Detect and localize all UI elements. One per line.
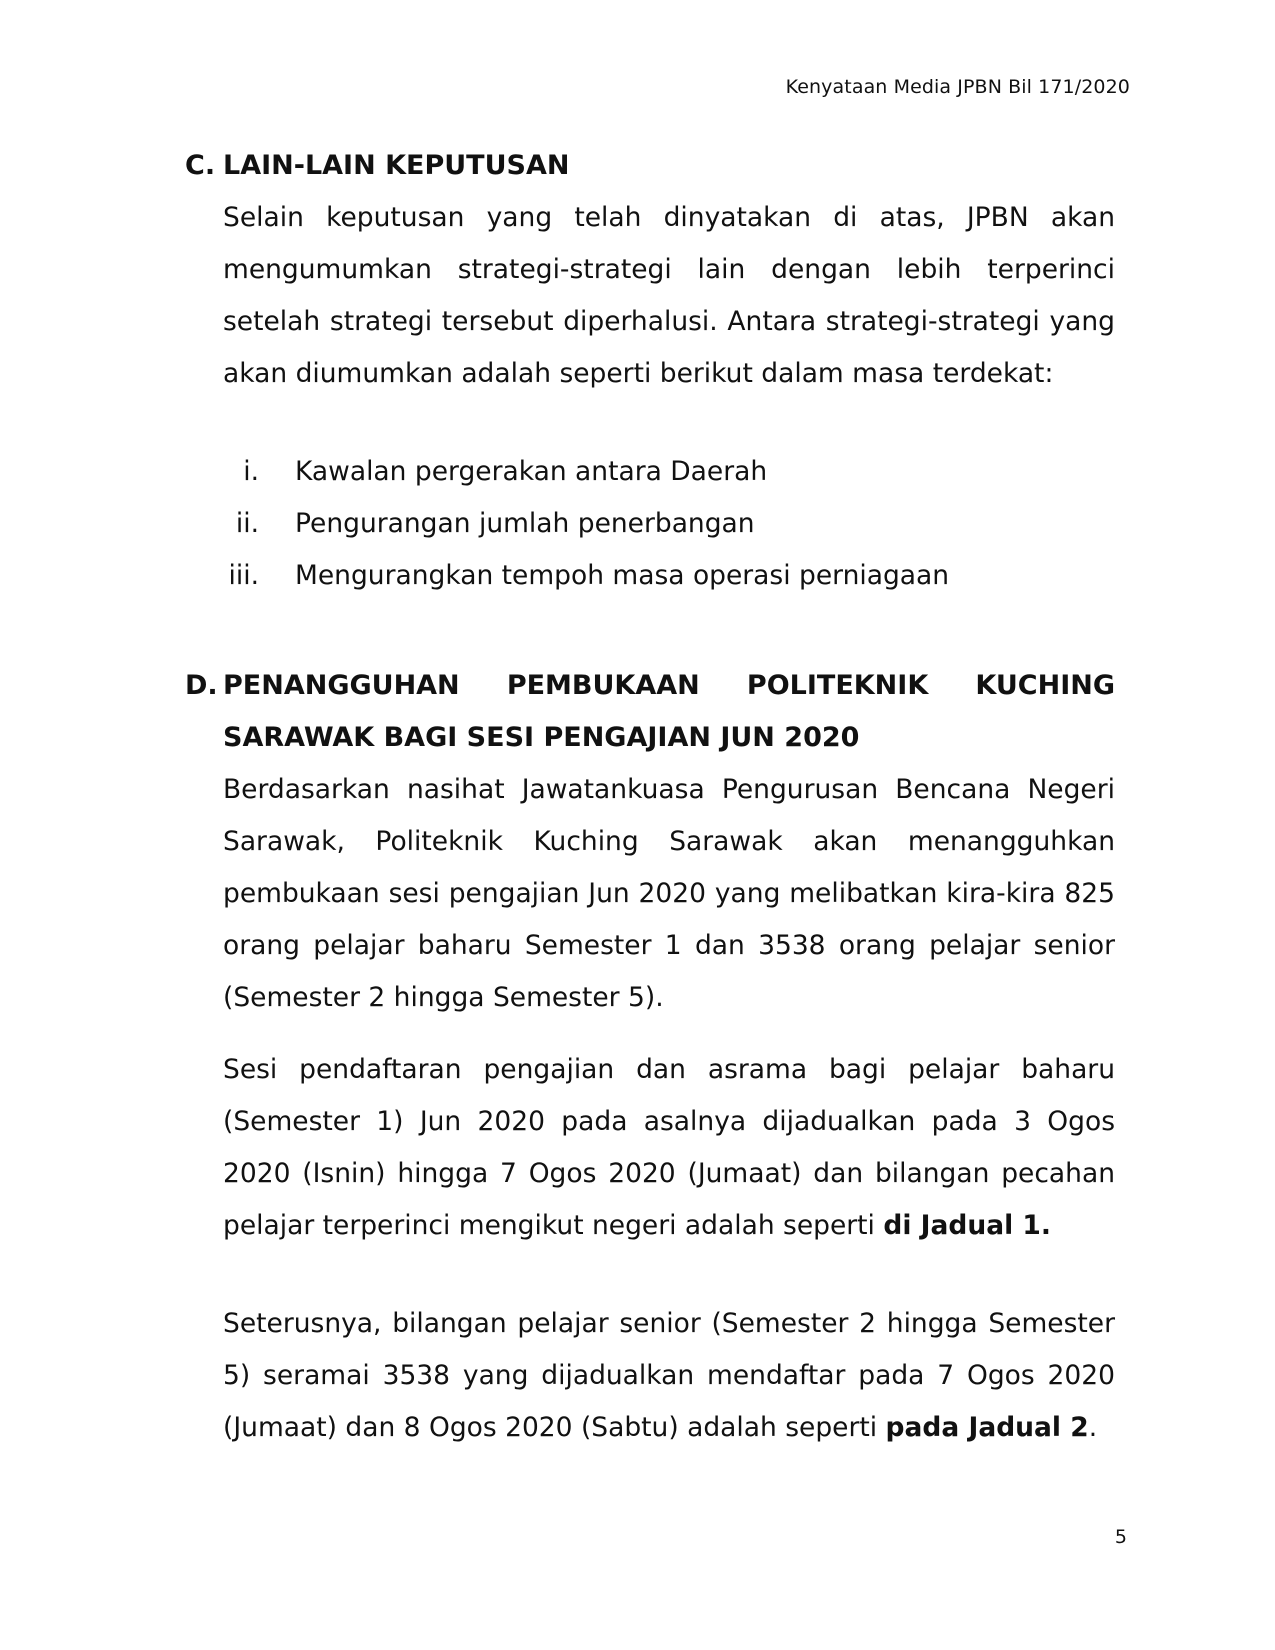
section-c-paragraph: Selain keputusan yang telah dinyatakan di atas, JPBN akan mengumumkan strategi-strategi lain dengan lebih terperinci setelah strategi tersebut diperhalusi. Antara strategi-strategi yang akan diumumkan adalah seperti berikut dalam masa terdekat: bbox=[223, 202, 1115, 389]
table-2-reference: pada Jadual 2 bbox=[885, 1412, 1089, 1443]
paragraph-2-text: Sesi pendaftaran pengajian dan asrama bagi pelajar baharu (Semester 1) Jun 2020 pada asalnya dijadualkan pada 3 Ogos 2020 (Isnin) hingga 7 Ogos 2020 (Jumaat) dan bilangan pecahan pelajar terperinci mengikut negeri adalah seperti bbox=[223, 1054, 1115, 1241]
document-reference: Kenyataan Media JPBN Bil 171/2020 bbox=[785, 76, 1130, 98]
list-item bbox=[223, 446, 1115, 498]
section-c bbox=[185, 140, 1115, 602]
section-d-paragraph-1: Berdasarkan nasihat Jawatankuasa Pengurusan Bencana Negeri Sarawak, Politeknik Kuching Sarawak akan menangguhkan pembukaan sesi pengajian Jun 2020 yang melibatkan kira-kira 825 orang pelajar baharu Semester 1 dan 3538 orang pelajar senior (Semester 2 hingga Semester 5). bbox=[223, 774, 1115, 1013]
page-number: 5 bbox=[1114, 1526, 1127, 1548]
paragraph-3-text: Seterusnya, bilangan pelajar senior (Semester 2 hingga Semester 5) seramai 3538 yang dijadualkan mendaftar pada 7 Ogos 2020 (Jumaat) dan 8 Ogos 2020 (Sabtu) adalah seperti bbox=[223, 1308, 1115, 1443]
section-c-letter: C. bbox=[185, 150, 216, 181]
list-item bbox=[223, 550, 1115, 602]
table-1-reference: di Jadual 1. bbox=[883, 1210, 1051, 1241]
section-d-heading bbox=[185, 660, 1115, 764]
list-item-number: i. bbox=[243, 456, 259, 487]
list-item-number: iii. bbox=[228, 560, 259, 591]
list-item bbox=[223, 498, 1115, 550]
list-item-text: Mengurangkan tempoh masa operasi perniagaan bbox=[295, 560, 950, 591]
paragraph-3-end: . bbox=[1088, 1412, 1098, 1443]
list-item-number: ii. bbox=[235, 508, 259, 539]
section-c-heading bbox=[185, 140, 1115, 192]
strategy-list bbox=[223, 446, 1115, 602]
section-d-paragraph-3 bbox=[223, 1298, 1115, 1454]
list-item-text: Pengurangan jumlah penerbangan bbox=[295, 508, 755, 539]
section-d-letter: D. bbox=[185, 670, 218, 701]
section-c-title: LAIN-LAIN KEPUTUSAN bbox=[223, 150, 570, 181]
section-d-paragraph-2 bbox=[223, 1044, 1115, 1252]
list-item-text: Kawalan pergerakan antara Daerah bbox=[295, 456, 768, 487]
section-d bbox=[185, 660, 1115, 1454]
section-d-title: PENANGGUHAN PEMBUKAAN POLITEKNIK KUCHING SARAWAK BAGI SESI PENGAJIAN JUN 2020 bbox=[223, 670, 1115, 753]
